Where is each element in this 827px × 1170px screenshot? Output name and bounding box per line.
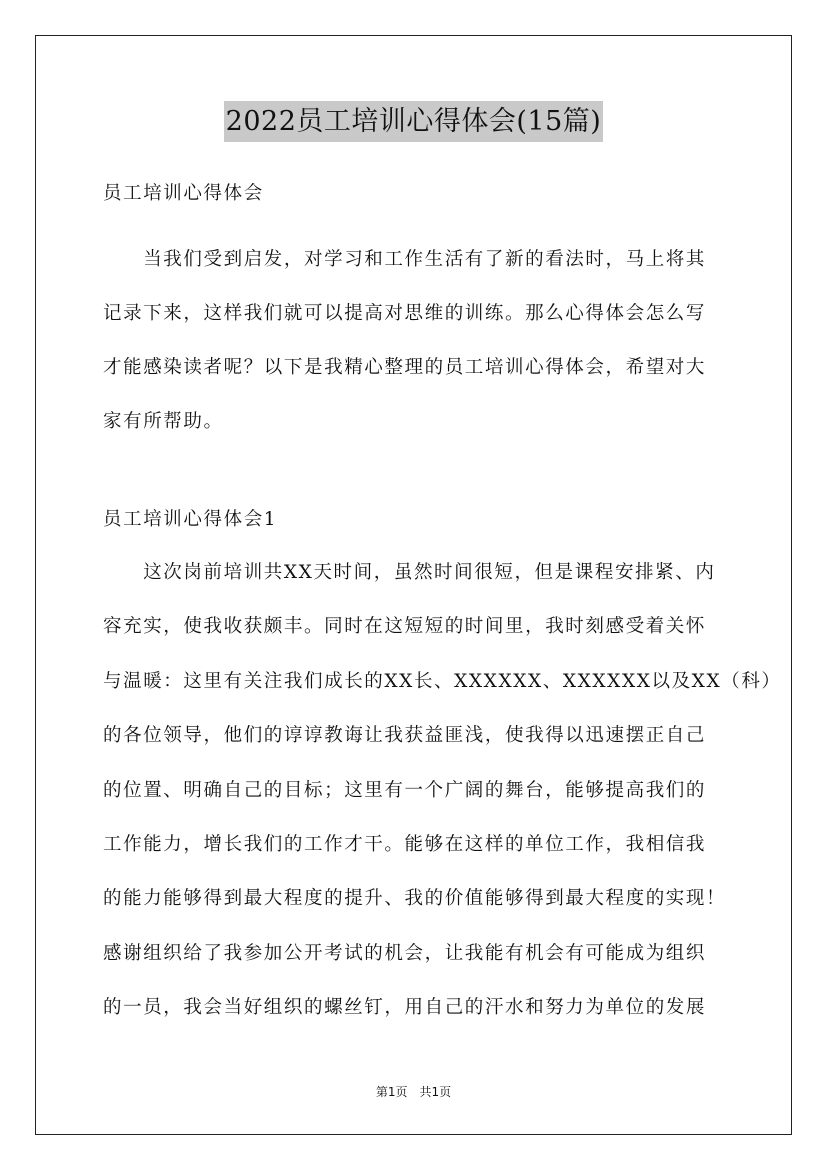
essay-1-heading: 员工培训心得体会1: [103, 509, 278, 530]
intro-paragraph: [103, 233, 733, 449]
document-title: 2022员工培训心得体会(15篇): [224, 101, 604, 142]
paragraph-line: 当我们受到启发，对学习和工作生活有了新的看法时，马上将其: [103, 249, 707, 270]
paragraph-line: 的位置、明确自己的目标；这里有一个广阔的舞台，能够提高我们的: [103, 779, 707, 801]
paragraph-line: 感谢组织给了我参加公开考试的机会，让我能有机会有可能成为组织: [103, 942, 707, 964]
essay-1-paragraph: [103, 546, 782, 1036]
section-heading: 员工培训心得体会: [103, 183, 264, 204]
paragraph-line: 家有所帮助。: [103, 411, 224, 432]
paragraph-line: 容充实，使我收获颇丰。同时在这短短的时间里，我时刻感受着关怀: [103, 616, 707, 638]
paragraph-line: 工作能力，增长我们的工作才干。能够在这样的单位工作，我相信我: [103, 834, 707, 856]
paragraph-line: 记录下来，这样我们就可以提高对思维的训练。那么心得体会怎么写: [103, 303, 707, 324]
paragraph-line: 与温暖：这里有关注我们成长的XX长、XXXXXX、XXXXXX以及XX（科）: [103, 670, 782, 692]
paragraph-line: 的一员，我会当好组织的螺丝钉，用自己的汗水和努力为单位的发展: [103, 997, 707, 1019]
page-footer: 第1页 共1页: [375, 1085, 452, 1099]
paragraph-line: 这次岗前培训共XX天时间，虽然时间很短，但是课程安排紧、内: [103, 562, 716, 583]
title-container: [0, 101, 827, 142]
paragraph-line: 才能感染读者呢？以下是我精心整理的员工培训心得体会，希望对大: [103, 357, 707, 378]
paragraph-line: 的各位领导，他们的谆谆教诲让我获益匪浅，使我得以迅速摆正自己: [103, 725, 707, 747]
paragraph-line: 的能力能够得到最大程度的提升、我的价值能够得到最大程度的实现！: [103, 888, 727, 910]
